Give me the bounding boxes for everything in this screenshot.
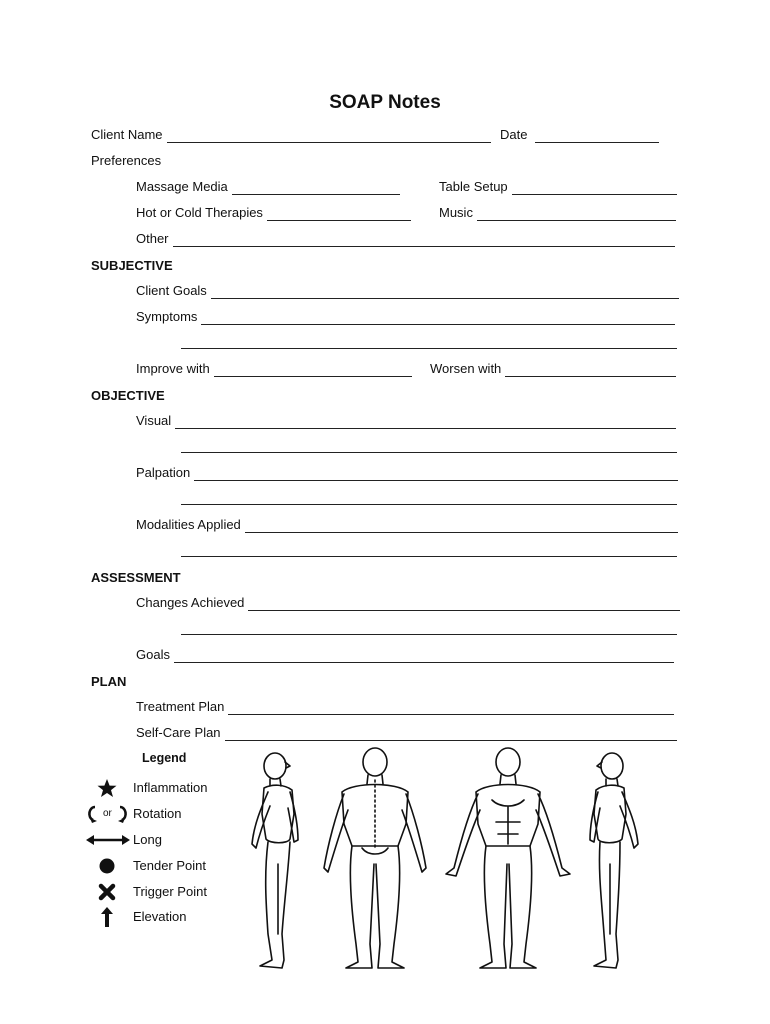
legend-label: Trigger Point — [133, 884, 207, 899]
legend-label: Inflammation — [133, 780, 208, 795]
self-care-label: Self-Care Plan — [136, 725, 221, 740]
subjective-heading: SUBJECTIVE — [91, 258, 173, 273]
self-care-field[interactable] — [225, 727, 677, 741]
legend-item — [86, 804, 236, 824]
massage-media-row — [136, 179, 400, 195]
table-setup-field[interactable] — [512, 181, 677, 195]
legend-label: Long — [133, 832, 162, 847]
body-figure-front — [446, 748, 570, 968]
date-label: Date — [500, 127, 528, 142]
worsen-with-row — [430, 361, 676, 377]
modalities-row — [136, 517, 678, 533]
other-field[interactable] — [173, 233, 675, 247]
symptoms-row — [136, 309, 675, 325]
legend-label: Elevation — [133, 909, 187, 924]
or-text: or — [103, 808, 112, 819]
assessment-heading: ASSESSMENT — [91, 570, 181, 585]
body-figures-diagram — [240, 744, 660, 979]
client-name-row — [91, 127, 491, 143]
modalities-field[interactable] — [245, 519, 678, 533]
treatment-row — [136, 699, 674, 715]
preferences-row — [91, 153, 165, 169]
filled-circle-icon — [86, 856, 130, 876]
legend-label: Rotation — [133, 806, 182, 821]
preferences-label: Preferences — [91, 153, 162, 168]
worsen-with-label: Worsen with — [430, 361, 502, 376]
legend-item — [86, 778, 236, 798]
legend-item — [86, 907, 236, 927]
client-goals-row — [136, 283, 679, 299]
changes-field-line-2[interactable] — [181, 634, 677, 635]
modalities-field-line-2[interactable] — [181, 556, 677, 557]
other-label: Other — [136, 231, 169, 246]
body-figure-back — [324, 748, 426, 968]
worsen-with-field[interactable] — [505, 363, 676, 377]
hot-cold-field[interactable] — [267, 207, 411, 221]
improve-with-field[interactable] — [214, 363, 412, 377]
palpation-field[interactable] — [194, 467, 678, 481]
visual-label: Visual — [136, 413, 172, 428]
date-field[interactable] — [535, 129, 659, 143]
goals-row — [136, 647, 674, 663]
changes-row — [136, 595, 680, 611]
music-field[interactable] — [477, 207, 676, 221]
music-label: Music — [439, 205, 473, 220]
changes-label: Changes Achieved — [136, 595, 245, 610]
massage-media-field[interactable] — [232, 181, 400, 195]
self-care-row — [136, 725, 677, 741]
symptoms-label: Symptoms — [136, 309, 198, 324]
star-icon — [86, 778, 130, 798]
hot-cold-row — [136, 205, 411, 221]
page-title: SOAP Notes — [329, 92, 441, 113]
music-row — [439, 205, 676, 221]
visual-row — [136, 413, 676, 429]
palpation-row — [136, 465, 678, 481]
symptoms-field-line-2[interactable] — [181, 348, 677, 349]
legend-item — [86, 830, 236, 850]
visual-field[interactable] — [175, 415, 676, 429]
table-setup-label: Table Setup — [439, 179, 508, 194]
x-mark-icon — [86, 882, 130, 902]
symptoms-field[interactable] — [201, 311, 675, 325]
legend-item — [86, 856, 236, 876]
table-setup-row — [439, 179, 677, 195]
double-arrow-icon — [86, 830, 130, 850]
client-name-label: Client Name — [91, 127, 163, 142]
modalities-label: Modalities Applied — [136, 517, 241, 532]
changes-field[interactable] — [248, 597, 680, 611]
massage-media-label: Massage Media — [136, 179, 228, 194]
hot-cold-label: Hot or Cold Therapies — [136, 205, 263, 220]
visual-field-line-2[interactable] — [181, 452, 677, 453]
legend-item — [86, 882, 236, 902]
plan-heading: PLAN — [91, 674, 127, 689]
goals-label: Goals — [136, 647, 170, 662]
objective-heading: OBJECTIVE — [91, 388, 165, 403]
improve-with-row — [136, 361, 412, 377]
date-row — [500, 127, 659, 143]
up-arrow-icon — [86, 907, 130, 927]
legend-label: Tender Point — [133, 858, 206, 873]
legend-title: Legend — [142, 751, 187, 765]
treatment-field[interactable] — [228, 701, 674, 715]
goals-field[interactable] — [174, 649, 674, 663]
client-goals-field[interactable] — [211, 285, 679, 299]
body-figure-side-right — [252, 753, 298, 968]
client-name-field[interactable] — [167, 129, 491, 143]
client-goals-label: Client Goals — [136, 283, 207, 298]
improve-with-label: Improve with — [136, 361, 210, 376]
body-figure-side-left — [590, 753, 638, 968]
other-row — [136, 231, 675, 247]
palpation-field-line-2[interactable] — [181, 504, 677, 505]
palpation-label: Palpation — [136, 465, 191, 480]
treatment-label: Treatment Plan — [136, 699, 225, 714]
